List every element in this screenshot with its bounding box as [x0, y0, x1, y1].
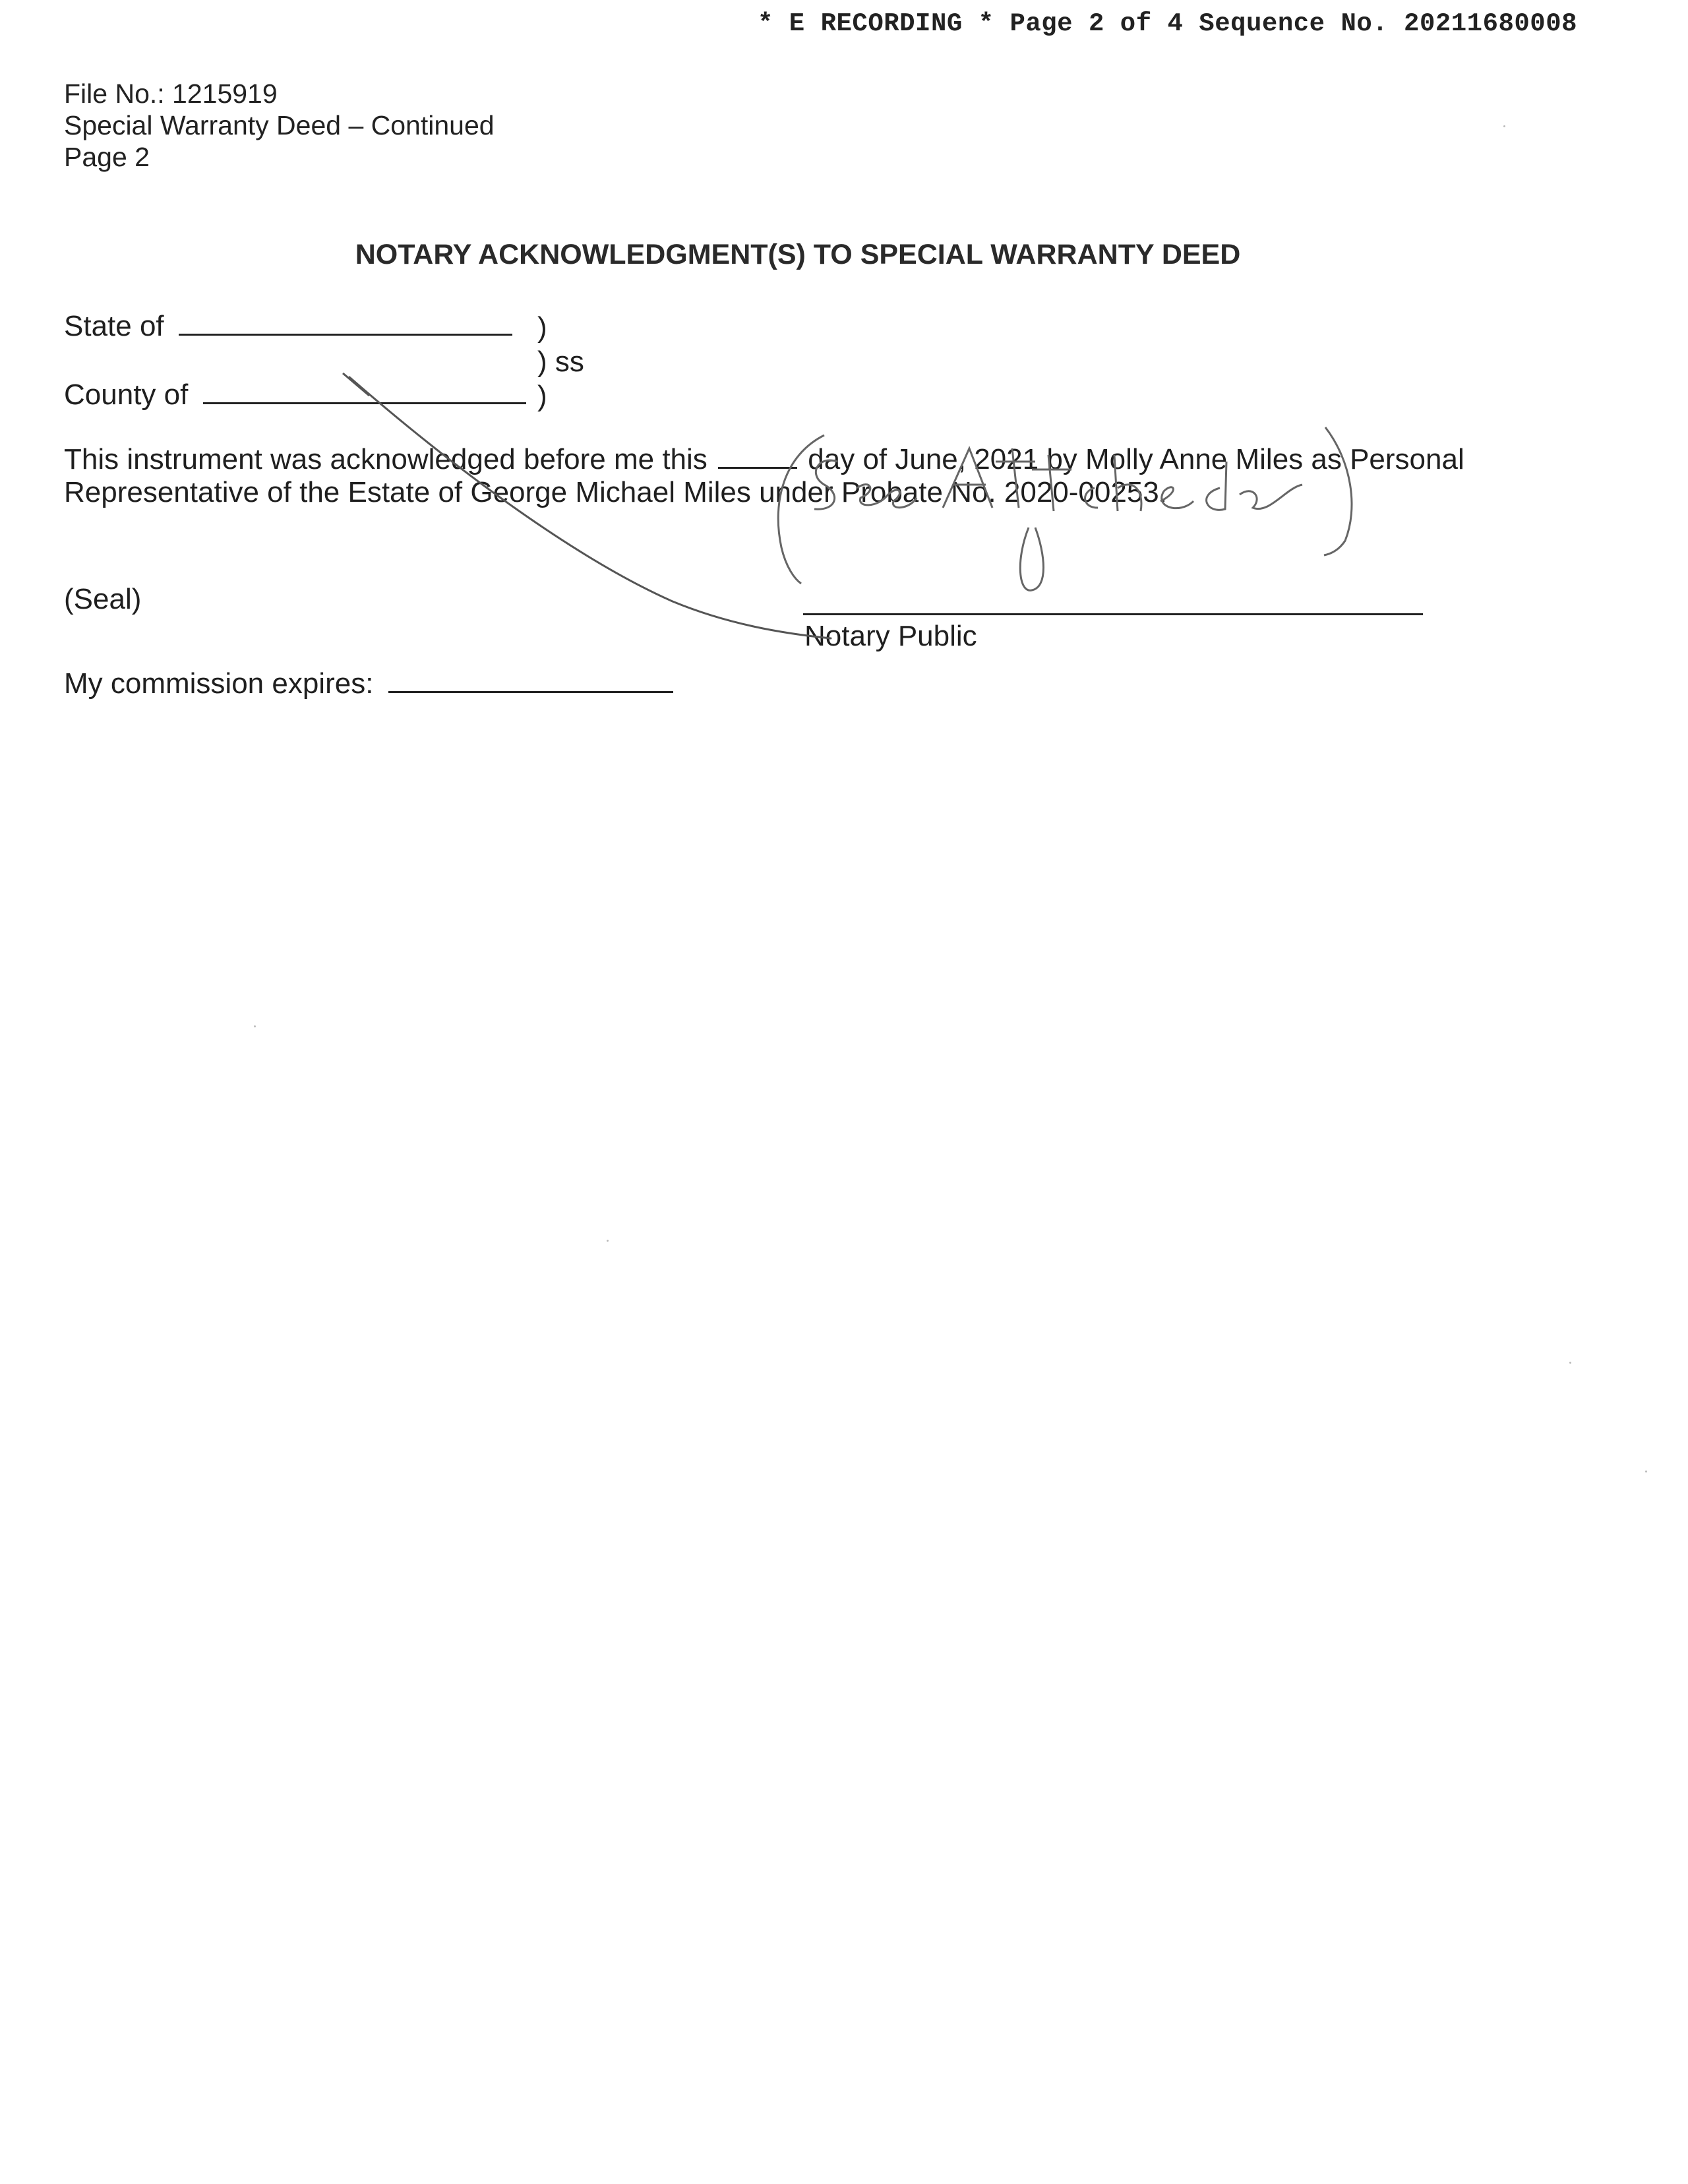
commission-label: My commission expires: — [64, 667, 374, 700]
county-paren: ) — [537, 380, 547, 412]
script-stroke-loop — [1020, 528, 1043, 590]
state-line — [64, 310, 512, 343]
county-blank — [203, 380, 526, 404]
commission-line — [64, 667, 673, 700]
seal-label: (Seal) — [64, 583, 142, 615]
acknowledgment-line-2: Representative of the Estate of George Michael Miles under Probate No. 2020-00253. — [64, 476, 1167, 508]
document-type: Special Warranty Deed – Continued — [64, 110, 495, 140]
document-title: NOTARY ACKNOWLEDGMENT(S) TO SPECIAL WARRANTY DEED — [355, 239, 1241, 270]
state-paren: ) — [537, 311, 547, 344]
scan-speck — [1503, 125, 1505, 127]
commission-blank — [388, 669, 673, 693]
page-number: Page 2 — [64, 142, 150, 172]
acknowledgment-paragraph — [64, 443, 1594, 509]
handwritten-note-text: See Attached — [0, 0, 4, 1]
scan-speck — [1569, 1362, 1571, 1364]
county-line — [64, 379, 526, 411]
file-info-block — [64, 78, 495, 173]
state-blank — [179, 311, 512, 336]
notary-public-label: Notary Public — [804, 620, 977, 652]
recording-header: * E RECORDING * Page 2 of 4 Sequence No. 20211680008 — [758, 9, 1577, 38]
file-number: File No.: 1215919 — [64, 78, 278, 109]
ack-text-after-blank: day of June, 2021 by Molly Anne Miles as Personal — [808, 443, 1464, 475]
ss-label: ) ss — [537, 346, 584, 378]
scan-speck — [254, 1025, 256, 1027]
day-blank — [718, 447, 797, 469]
scan-speck — [1645, 1471, 1647, 1472]
ack-text-before-blank: This instrument was acknowledged before me this — [64, 443, 708, 475]
county-label: County of — [64, 379, 189, 411]
state-label: State of — [64, 310, 164, 342]
acknowledgment-line-1 — [64, 443, 1594, 476]
notary-signature-line — [803, 613, 1423, 615]
scan-speck — [607, 1240, 609, 1242]
